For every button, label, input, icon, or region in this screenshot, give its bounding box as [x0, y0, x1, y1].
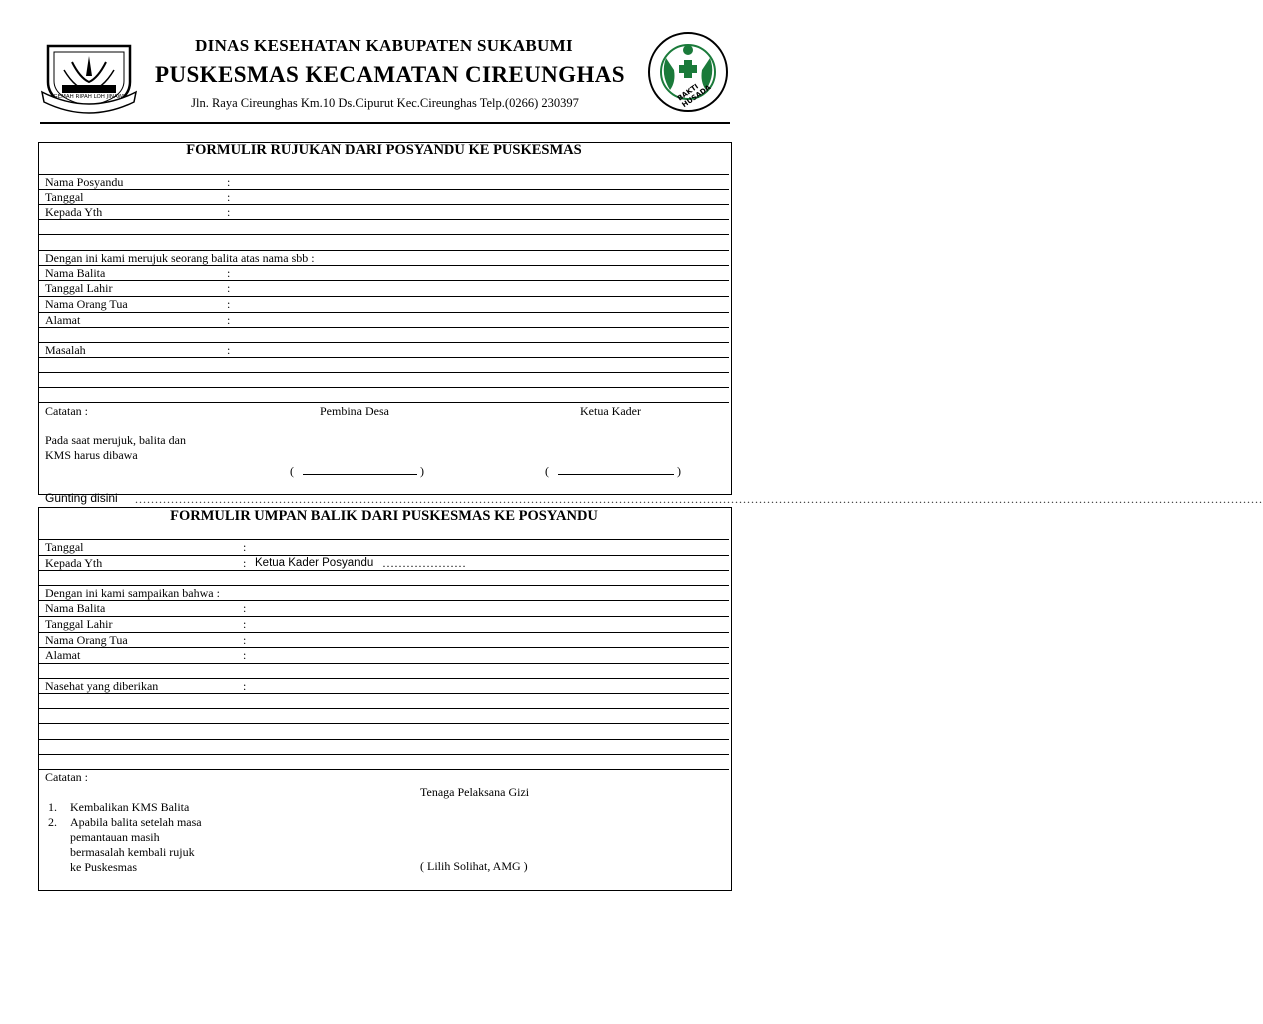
label-masalah: Masalah: [45, 343, 86, 357]
colon: :: [243, 633, 247, 647]
row-line: [39, 204, 729, 205]
colon: :: [243, 540, 247, 554]
note-line-2: KMS harus dibawa: [45, 448, 138, 462]
note-text: ke Puskesmas: [70, 860, 137, 874]
row-line: [39, 342, 729, 343]
row-line: [39, 280, 729, 281]
row-line: [39, 754, 729, 755]
header-rule: [40, 122, 730, 124]
colon: :: [243, 556, 247, 570]
signer-role: Tenaga Pelaksana Gizi: [420, 785, 530, 799]
row-line: [39, 174, 729, 175]
colon: :: [243, 679, 247, 693]
label-kepada-yth: Kepada Yth: [45, 205, 103, 219]
colon: :: [227, 343, 231, 357]
row-line: [39, 600, 729, 601]
row-line: [39, 372, 729, 373]
catatan-label: Catatan :: [45, 770, 88, 784]
row-line: [39, 723, 729, 724]
row-line: [39, 296, 729, 297]
row-line: [39, 539, 729, 540]
row-line: [39, 570, 729, 571]
feedback-intro: Dengan ini kami sampaikan bahwa :: [45, 586, 220, 600]
row-line: [39, 663, 729, 664]
colon: :: [243, 601, 247, 615]
kepada-value: Ketua Kader Posyandu: [255, 557, 374, 569]
referral-intro: Dengan ini kami merujuk seorang balita atas nama sbb :: [45, 251, 315, 265]
note-text: pemantauan masih: [70, 830, 160, 844]
row-line: [39, 327, 729, 328]
row-line: [39, 769, 729, 770]
colon: :: [227, 266, 231, 280]
note-text: Apabila balita setelah masa: [70, 815, 202, 829]
agency-name: DINAS KESEHATAN KABUPATEN SUKABUMI: [195, 36, 573, 55]
clinic-name: PUSKESMAS KECAMATAN CIREUNGHAS: [155, 62, 625, 87]
label-nama-posyandu: Nama Posyandu: [45, 175, 124, 189]
kepada-dots: …………………: [382, 556, 466, 570]
feedback-form-title: FORMULIR UMPAN BALIK DARI PUSKESMAS KE POSYANDU: [170, 508, 598, 524]
row-line: [39, 219, 729, 220]
row-line: [39, 708, 729, 709]
row-line: [39, 402, 729, 403]
label-nama-orang-tua: Nama Orang Tua: [45, 633, 128, 647]
paren-open: (: [290, 464, 294, 478]
ketua-kader-label: Ketua Kader: [580, 404, 641, 418]
label-nama-orang-tua: Nama Orang Tua: [45, 297, 128, 311]
colon: :: [227, 175, 231, 189]
label-tanggal-lahir: Tanggal Lahir: [45, 281, 113, 295]
row-line: [39, 189, 729, 190]
label-kepada-yth: Kepada Yth: [45, 556, 103, 570]
ketua-signature-line[interactable]: [545, 462, 681, 478]
label-tanggal: Tanggal: [45, 190, 84, 204]
row-line: [39, 265, 729, 266]
signer-name: ( Lilih Solihat, AMG ): [420, 859, 528, 873]
note-number: 1.: [48, 800, 57, 814]
referral-form-title: FORMULIR RUJUKAN DARI POSYANDU KE PUSKESMAS: [186, 142, 582, 158]
row-line: [39, 616, 729, 617]
colon: :: [243, 617, 247, 631]
catatan-label: Catatan :: [45, 404, 88, 418]
pembina-desa-label: Pembina Desa: [320, 404, 389, 418]
label-alamat: Alamat: [45, 313, 81, 327]
right-logo-text: BAKTI HUSADA: [676, 82, 713, 110]
signature-underline: [303, 462, 417, 475]
paren-close: ): [677, 464, 681, 478]
note-text: bermasalah kembali rujuk: [70, 845, 195, 859]
row-line: [39, 739, 729, 740]
label-nasehat: Nasehat yang diberikan: [45, 679, 159, 693]
row-line: [39, 312, 729, 313]
clinic-address: Jln. Raya Cireunghas Km.10 Ds.Cipurut Kec.Cireunghas Telp.(0266) 230397: [191, 96, 579, 110]
row-line: [39, 647, 729, 648]
label-alamat: Alamat: [45, 648, 81, 662]
row-line: [39, 357, 729, 358]
colon: :: [227, 281, 231, 295]
pembina-signature-line[interactable]: [290, 462, 424, 478]
row-line: [39, 387, 729, 388]
row-line: [39, 693, 729, 694]
note-line-1: Pada saat merujuk, balita dan: [45, 433, 186, 447]
note-number: 2.: [48, 815, 57, 829]
paren-close: ): [420, 464, 424, 478]
signature-underline: [558, 462, 674, 475]
row-line: [39, 632, 729, 633]
left-logo-motto: GEMAH RIPAH LOH JINAWI: [53, 94, 125, 100]
paren-open: (: [545, 464, 549, 478]
note-text: Kembalikan KMS Balita: [70, 800, 190, 814]
label-tanggal-lahir: Tanggal Lahir: [45, 617, 113, 631]
colon: :: [227, 190, 231, 204]
label-tanggal: Tanggal: [45, 540, 84, 554]
colon: :: [243, 648, 247, 662]
colon: :: [227, 297, 231, 311]
label-nama-balita: Nama Balita: [45, 601, 106, 615]
colon: :: [227, 205, 231, 219]
cut-here-label: Gunting disini: [45, 491, 118, 505]
cut-dotted-line: ..........................................................................................................................................................................................................................................................................................: [135, 492, 1263, 506]
colon: :: [227, 313, 231, 327]
label-nama-balita: Nama Balita: [45, 266, 106, 280]
row-line: [39, 234, 729, 235]
